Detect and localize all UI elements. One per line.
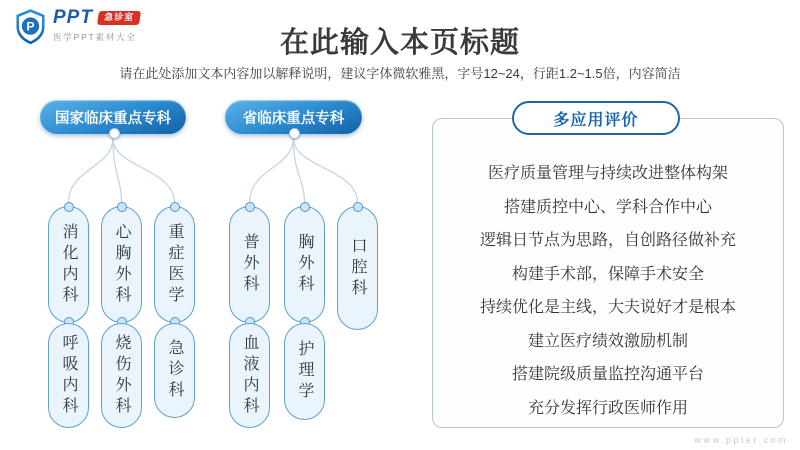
specialty-pill <box>229 323 270 428</box>
specialty-pill <box>284 323 325 420</box>
pill-label: 呼吸内科 <box>60 333 77 418</box>
pill-label: 烧伤外科 <box>113 333 130 418</box>
group-header-national <box>40 100 186 134</box>
panel-line: 医疗质量管理与持续改进整体构架 <box>487 165 728 182</box>
connector-node <box>300 202 310 212</box>
pill-label: 急诊科 <box>166 339 183 402</box>
page-title: 在此输入本页标题 <box>279 27 520 59</box>
brand-name: PPT <box>53 7 93 28</box>
panel-line: 建立医疗绩效激励机制 <box>527 332 688 350</box>
panel-line: 充分发挥行政医师作用 <box>527 399 688 417</box>
panel-title: 多应用评价 <box>512 101 680 135</box>
connector-node <box>245 202 255 212</box>
pill-label: 消化内科 <box>60 222 77 307</box>
group-header-label: 省临床重点专科 <box>242 110 345 127</box>
panel-line: 持续优化是主线，大夫说好才是根本 <box>479 299 736 317</box>
pill-label: 口腔科 <box>349 236 366 300</box>
pill-label: 胸外科 <box>296 233 313 296</box>
shield-letter: P <box>26 19 35 34</box>
panel-line-list <box>440 160 776 418</box>
connector-node <box>289 128 300 139</box>
specialty-pill <box>337 206 378 330</box>
specialty-pill <box>154 206 195 323</box>
panel-line: 构建手术部，保障手术安全 <box>511 265 704 283</box>
watermark: www.ppter.com <box>694 435 788 445</box>
group-header-provincial <box>225 100 362 134</box>
connector-node <box>353 202 363 212</box>
specialty-pill <box>101 323 142 428</box>
panel-line: 搭建院级质量监控沟通平台 <box>511 366 704 384</box>
pill-label: 血液内科 <box>241 333 258 418</box>
specialty-pill <box>101 206 142 323</box>
panel-line: 逻辑日节点为思路，自创路径做补充 <box>479 232 736 250</box>
pill-label: 重症医学 <box>166 222 183 307</box>
specialty-pill <box>154 323 195 418</box>
pill-label: 护理学 <box>296 340 313 403</box>
specialty-pill <box>229 206 270 323</box>
panel-line: 搭建质控中心、学科合作中心 <box>503 198 712 216</box>
specialty-pill <box>48 206 89 323</box>
pill-label: 普外科 <box>241 233 258 296</box>
brand-tagline: 医学PPT素材大全 <box>53 32 137 42</box>
brand-badge: 急诊室 <box>97 11 141 25</box>
connector-node <box>64 202 74 212</box>
connector-node <box>109 128 120 139</box>
page-subtitle: 请在此处添加文本内容加以解释说明，建议字体微软雅黑，字号12~24，行距1.2~1.5倍，内容简洁 <box>119 66 681 81</box>
connector-node <box>170 202 180 212</box>
specialty-pill <box>48 323 89 428</box>
specialty-pill <box>284 206 325 323</box>
group-header-label: 国家临床重点专科 <box>55 110 171 127</box>
pill-label: 心胸外科 <box>113 222 130 307</box>
connector-node <box>117 202 127 212</box>
